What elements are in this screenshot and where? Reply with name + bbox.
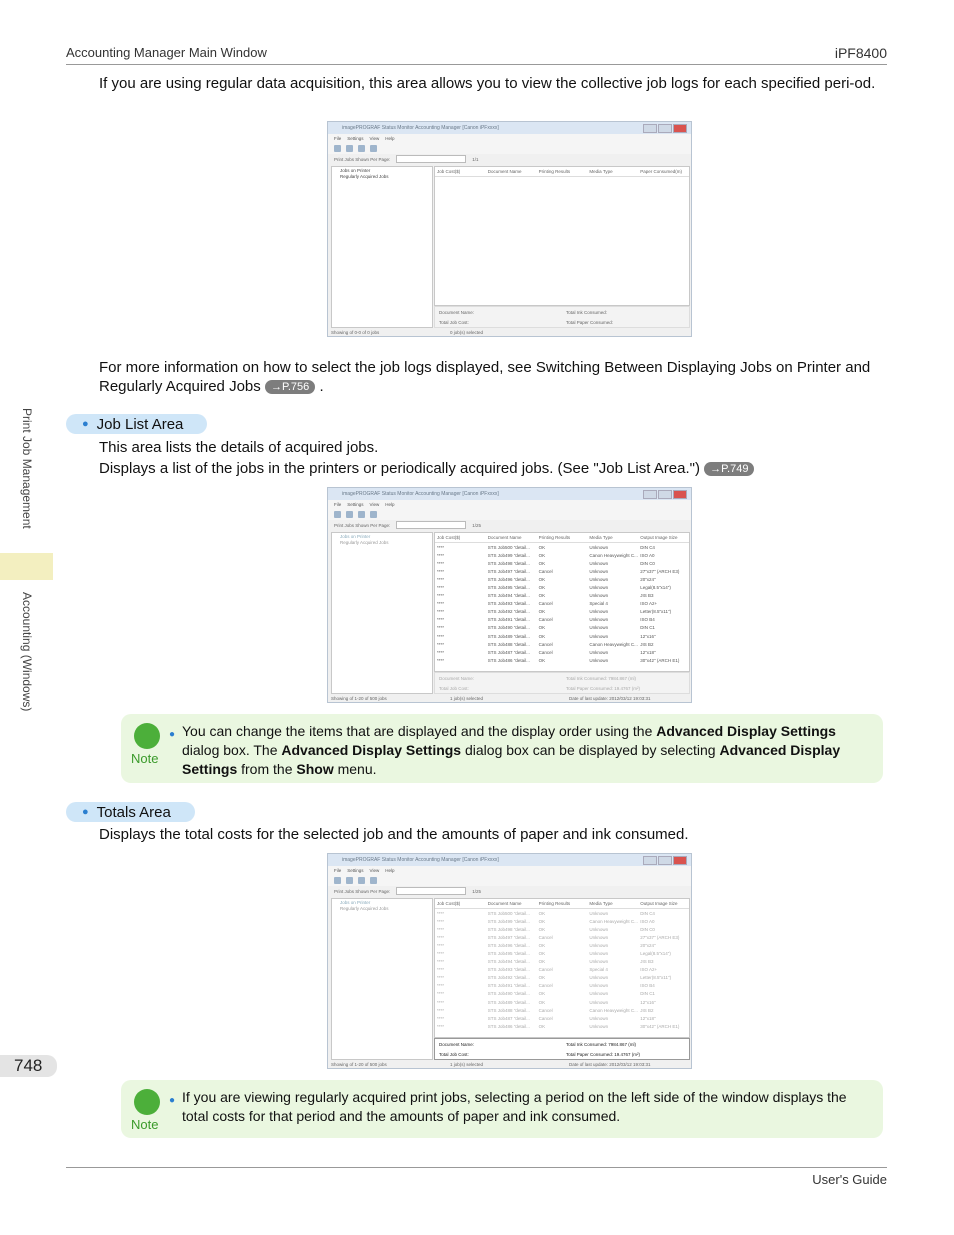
table-row[interactable]: **** STS Job488 "detail... Cancel Canon Heavyweight C... JIS B2	[437, 1007, 654, 1013]
close-icon	[673, 124, 687, 133]
table-row[interactable]: **** STS Job487 "detail... Cancel Unknown 12"x18"	[437, 649, 656, 655]
intro-paragraph: If you are using regular data acquisition, this area allows you to view the collective job logs for each specified peri-od.	[99, 75, 876, 92]
page-number: 748	[0, 1055, 57, 1077]
model-name: iPF8400	[834, 45, 887, 61]
table-row[interactable]: **** STS Job495 "detail... OK Unknown Legal(8.5"x14")	[437, 585, 671, 591]
job-list-area-heading: ● Job List Area	[66, 414, 207, 434]
table-row[interactable]: **** STS Job491 "detail... Cancel Unknown ISO B4	[437, 983, 655, 989]
table-row[interactable]: **** STS Job497 "detail... Cancel Unknown 27"x37" (ARCH E3)	[437, 568, 680, 574]
table-row[interactable]: **** STS Job492 "detail... OK Unknown Letter(8.5"x11")	[437, 609, 672, 615]
window-title: imagePROGRAF Status Monitor Accounting Manager [Canon iPFxxxx]	[328, 122, 691, 134]
job-list-table: Job Cost($) Document Name Printing Results Media Type Output Image Size **** STS Job500 "detail... OK Unknown DIN C4 **** STS Job499 "detail... OK Canon Heavyweight C... ISO A0 **** STS Job498 "detail... OK Unknown DIN C0 **** STS Job497 "detail... Cancel Unknown 27"x37" (ARCH E3) **** STS Job496 "detail... OK Unknown 20"x24" **** STS Job495 "detail... OK Unknown Legal(8.5"x14") **** STS Job494 "detail... OK Unknown JIS B3 **** STS Job493 "detail... Cancel Special 4 ISO A2+ **** STS Job492 "detail... OK Unknown Letter(8.5"x11") **** STS Job491 "detail... Cancel Unknown ISO B4 **** STS Job490 "detail... OK Unknown DIN C1 **** STS Job489 "detail... OK Unknown 12"x16" **** STS Job488 "detail... Cancel Canon Heavyweight C... JIS B2 **** STS Job487 "detail... Cancel Unknown 12"x18" **** STS Job486 "detail... OK Unknown 30"x42" (ARCH E1)	[434, 532, 690, 672]
table-row[interactable]: **** STS Job498 "detail... OK Unknown DIN C0	[437, 926, 655, 932]
close-icon	[673, 490, 687, 499]
jobs-per-page-bar: Print Jobs Shown Per Page: 1/1	[334, 156, 479, 162]
table-row[interactable]: **** STS Job499 "detail... OK Canon Heavyweight C... ISO A0	[437, 552, 655, 558]
job-list-line2: Displays a list of the jobs in the printers or periodically acquired jobs. (See "Job List Area.") →P.749	[99, 459, 889, 478]
note-2-text: ● If you are viewing regularly acquired print jobs, selecting a period on the left side of the window displays the total costs for that period and the amounts of paper and ink consumed.	[169, 1089, 847, 1124]
bullet-icon: ●	[82, 418, 89, 430]
table-row[interactable]: **** STS Job500 "detail... OK Unknown DIN C4	[437, 544, 655, 550]
footer-rule	[66, 1167, 887, 1168]
screenshot-job-list: imagePROGRAF Status Monitor Accounting Manager [Canon iPFxxxx] File Settings View Help Print Jobs Shown Per Page: 1/25 Jobs on Printer Regularly Acquired Jobs Job Cost($) Document Name Printing Results Media Type Output Image Size **** STS Job500 "detail... OK Unknown DIN C4 **** STS Job499 "detail... OK Canon Heavyweight C... ISO A0 **** STS Job498 "detail... OK Unknown DIN C0 **** STS Job497 "detail... Cancel Unknown 27"x37" (ARCH E3) **** STS Job496 "detail... OK Unknown 20"x24" **** STS Job495 "detail... OK Unknown Legal(8.5"x14") **** STS Job494 "detail... OK Unknown JIS B3 **** STS Job493 "detail... Cancel Special 4 ISO A2+ **** STS Job492 "detail... OK Unknown Letter(8.5"x11") **** STS Job491 "detail... Cancel Unknown ISO B4 **** STS Job490 "detail... OK Unknown DIN C1 **** STS Job489 "detail... OK Unknown 12"x16" **** STS Job488 "detail... Cancel Canon Heavyweight C... JIS B2 **** STS Job487 "detail... Cancel Unknown 12"x18" **** STS Job486 "detail... OK Unknown 30"x42" (ARCH E1) Document Name: Total Ink Consumed: 7984.867 (ml) Total Job Cost: Total Paper Consumed: 19.4767 (m²) Showing of 1-20 of 500 jobs 1 job(s) selected Date of last update: 2012/03/12 19:03:31	[327, 487, 692, 703]
toolbar	[328, 142, 691, 154]
refresh-icon	[358, 145, 365, 152]
screenshot-empty-job-list	[327, 121, 692, 337]
table-row[interactable]: **** STS Job491 "detail... Cancel Unknown ISO B4	[437, 617, 655, 623]
table-row[interactable]: **** STS Job499 "detail... OK Canon Heavyweight C... ISO A0	[437, 918, 655, 924]
table-row[interactable]: **** STS Job496 "detail... OK Unknown 20"x24"	[437, 576, 656, 582]
page-ref-link[interactable]: →P.749	[704, 462, 754, 476]
table-row[interactable]: **** STS Job493 "detail... Cancel Special 4 ISO A2+	[437, 601, 658, 607]
table-row[interactable]: **** STS Job500 "detail... OK Unknown DIN C4	[437, 910, 655, 916]
table-row[interactable]: **** STS Job496 "detail... OK Unknown 20"x24"	[437, 942, 656, 948]
table-row[interactable]: **** STS Job493 "detail... Cancel Special 4 ISO A2+	[437, 967, 658, 973]
menu-bar: File Settings View Help	[328, 134, 691, 142]
table-row[interactable]: **** STS Job486 "detail... OK Unknown 30"x42" (ARCH E1)	[437, 657, 680, 663]
window-controls	[643, 124, 687, 133]
running-header-title: Accounting Manager Main Window	[66, 45, 267, 60]
status-bar: Showing of 0-0 of 0 jobs 0 job(s) selected	[331, 330, 484, 335]
open-icon	[334, 145, 341, 152]
totals-area: Document Name: Total Ink Consumed: Total Job Cost: Total Paper Consumed:	[434, 306, 690, 328]
more-info-paragraph: For more information on how to select the job logs displayed, see Switching Between Displaying Jobs on Printer and Regularly Acquired Jobs →P.756 .	[99, 359, 871, 395]
totals-area-highlight: Document Name: Total Ink Consumed: 7984.867 (ml) Total Job Cost: Total Paper Consumed: 19.4767 (m²)	[434, 1038, 690, 1060]
header-rule	[66, 64, 887, 65]
note-1-text: ● You can change the items that are displayed and the display order using the Advanced Display Settings dialog box. The Advanced Display Settings dialog box can be displayed by selecting Advanced Display Settings from the Show menu.	[169, 723, 841, 777]
job-tree: Jobs on Printer Regularly Acquired Jobs	[331, 166, 433, 328]
side-tab-highlight	[0, 553, 53, 580]
screenshot-totals: imagePROGRAF Status Monitor Accounting Manager [Canon iPFxxxx] File Settings View Help Print Jobs Shown Per Page: 1/25 Jobs on Printer Regularly Acquired Jobs Job Cost($) Document Name Printing Results Media Type Output Image Size **** STS Job500 "detail... OK Unknown DIN C4 **** STS Job499 "detail... OK Canon Heavyweight C... ISO A0 **** STS Job498 "detail... OK Unknown DIN C0 **** STS Job497 "detail... Cancel Unknown 27"x37" (ARCH E3) **** STS Job496 "detail... OK Unknown 20"x24" **** STS Job495 "detail... OK Unknown Legal(8.5"x14") **** STS Job494 "detail... OK Unknown JIS B3 **** STS Job493 "detail... Cancel Special 4 ISO A2+ **** STS Job492 "detail... OK Unknown Letter(8.5"x11") **** STS Job491 "detail... Cancel Unknown ISO B4 **** STS Job490 "detail... OK Unknown DIN C1 **** STS Job489 "detail... OK Unknown 12"x16" **** STS Job488 "detail... Cancel Canon Heavyweight C... JIS B2 **** STS Job487 "detail... Cancel Unknown 12"x18" **** STS Job486 "detail... OK Unknown 30"x42" (ARCH E1) Document Name: Total Ink Consumed: 7984.867 (ml) Total Job Cost: Total Paper Consumed: 19.4767 (m²) Showing of 1-20 of 500 jobs 1 job(s) selected Date of last update: 2012/03/12 19:03:31	[327, 853, 692, 1069]
note-box-2: Note ● If you are viewing regularly acquired print jobs, selecting a period on the left side of the window displays the total costs for that period and the amounts of paper and ink consumed.	[121, 1080, 883, 1138]
totals-text: Displays the total costs for the selected job and the amounts of paper and ink consumed.	[99, 826, 689, 843]
table-row[interactable]: **** STS Job487 "detail... Cancel Unknown 12"x18"	[437, 1015, 656, 1021]
more-info-text: For more information on how to select the job logs displayed, see Switching Between Displaying Jobs on Printer and Regularly Acquired Jobs	[99, 359, 871, 395]
save-icon	[346, 145, 353, 152]
totals-area-heading: ● Totals Area	[66, 802, 195, 822]
page-ref-link[interactable]: →P.756	[265, 380, 315, 394]
table-row[interactable]: **** STS Job489 "detail... OK Unknown 12"x16"	[437, 633, 656, 639]
table-row[interactable]: **** STS Job495 "detail... OK Unknown Legal(8.5"x14")	[437, 951, 671, 957]
table-row[interactable]: **** STS Job492 "detail... OK Unknown Letter(8.5"x11")	[437, 975, 672, 981]
job-rows	[435, 543, 689, 664]
note-label: Note	[131, 751, 159, 766]
side-tab-accounting-windows: Accounting (Windows)	[20, 592, 34, 712]
table-row[interactable]: **** STS Job489 "detail... OK Unknown 12"x16"	[437, 999, 656, 1005]
close-icon	[673, 856, 687, 865]
note-icon	[134, 723, 160, 749]
note-icon	[134, 1089, 160, 1115]
table-row[interactable]: **** STS Job488 "detail... Cancel Canon Heavyweight C... JIS B2	[437, 641, 654, 647]
table-row[interactable]: **** STS Job498 "detail... OK Unknown DIN C0	[437, 560, 655, 566]
table-row[interactable]: **** STS Job497 "detail... Cancel Unknown 27"x37" (ARCH E3)	[437, 934, 680, 940]
table-row[interactable]: **** STS Job494 "detail... OK Unknown JIS B3	[437, 593, 654, 599]
help-icon	[370, 145, 377, 152]
job-list-line1: This area lists the details of acquired jobs.	[99, 439, 379, 456]
bullet-icon: ●	[82, 806, 89, 818]
table-row[interactable]: **** STS Job494 "detail... OK Unknown JIS B3	[437, 959, 654, 965]
table-row[interactable]: **** STS Job490 "detail... OK Unknown DIN C1	[437, 625, 655, 631]
job-list-table: Job Cost($) Document Name Printing Results Media Type Paper Consumed(m)	[434, 166, 690, 306]
table-row[interactable]: **** STS Job486 "detail... OK Unknown 30"x42" (ARCH E1)	[437, 1023, 680, 1029]
footer-guide: User's Guide	[812, 1172, 887, 1187]
note-box-1	[121, 714, 883, 783]
table-row[interactable]: **** STS Job490 "detail... OK Unknown DIN C1	[437, 991, 655, 997]
side-tab-print-job-management: Print Job Management	[20, 408, 34, 529]
